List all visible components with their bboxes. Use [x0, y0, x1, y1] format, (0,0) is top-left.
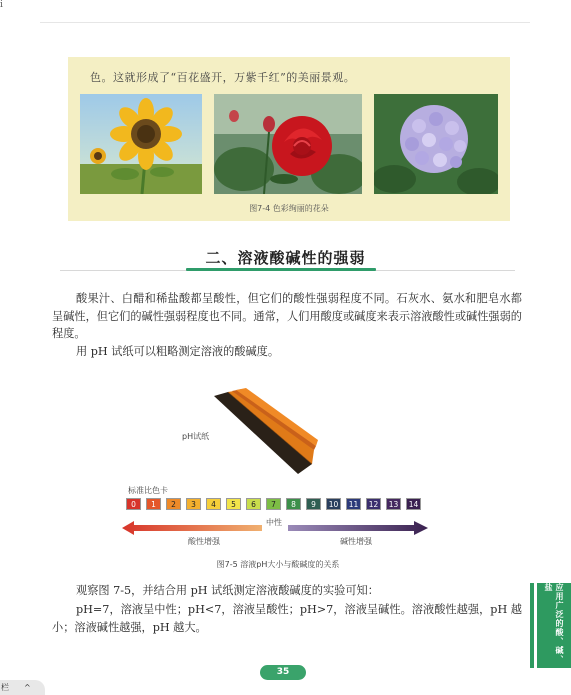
acid-increase-label: 酸性增强 [188, 537, 220, 546]
ph-chip-14: 14 [406, 498, 421, 510]
corner-mark: i [0, 0, 3, 10]
flower-figure-box [68, 57, 510, 221]
paragraph-ph-paper: 用 pH 试纸可以粗略测定溶液的酸碱度。 [76, 345, 280, 358]
paragraph-acidity-intro: 酸果汁、白醋和稀盐酸都呈酸性，但它们的酸性强弱程度不同。石灰水、氨水和肥皂水都呈碱性，但它们的碱性强弱程度也不同。通常，人们用酸度或碱度来表示溶液酸性或碱性强弱的程度。 [52, 292, 522, 340]
chapter-side-tab [537, 583, 571, 668]
ph-chip-5: 5 [226, 498, 241, 510]
ph-chip-4: 4 [206, 498, 221, 510]
ph-color-scale [126, 498, 426, 510]
chapter-side-tab-label: 应用广泛的酸、碱、盐 [544, 583, 564, 664]
ph-paper-booklet-illustration [208, 388, 318, 478]
ph-chip-9: 9 [306, 498, 321, 510]
ph-chip-0: 0 [126, 498, 141, 510]
paragraph-observation: 观察图 7-5，并结合用 pH 试纸测定溶液酸碱度的实验可知： [76, 584, 379, 597]
neutral-label: 中性 [266, 518, 282, 527]
ph-chip-8: 8 [286, 498, 301, 510]
page-number-badge: 35 [260, 665, 306, 680]
paragraph-ph-rules: pH=7，溶液呈中性；pH<7，溶液呈酸性；pH>7，溶液呈碱性。溶液酸性越强，pH 越小；溶液碱性越强，pH 越大。 [52, 603, 522, 634]
top-rule [40, 22, 530, 23]
ph-paper-label: pH试纸 [182, 432, 210, 441]
standard-color-card-label: 标准比色卡 [128, 486, 168, 495]
base-arrow-icon [288, 521, 428, 535]
ph-chip-2: 2 [166, 498, 181, 510]
ph-chip-3: 3 [186, 498, 201, 510]
section-title: 二、溶液酸碱性的强弱 [205, 249, 366, 267]
sunflower-photo [80, 94, 202, 194]
ph-chip-1: 1 [146, 498, 161, 510]
figure-7-4-caption: 图7-4 色彩绚丽的花朵 [249, 204, 329, 213]
ph-chip-13: 13 [386, 498, 401, 510]
flower-intro-text: 色。这就形成了“百花盛开，万紫千红”的美丽景观。 [90, 71, 356, 84]
acid-arrow-icon [122, 521, 262, 535]
figure-7-5-caption: 图7-5 溶液pH大小与酸碱度的关系 [216, 560, 340, 569]
ph-chip-10: 10 [326, 498, 341, 510]
side-tab-stripe [530, 583, 534, 668]
acid-base-arrows [122, 521, 428, 535]
ph-figure [118, 388, 438, 573]
ph-chip-6: 6 [246, 498, 261, 510]
corner-tab-label: 栏 [1, 683, 9, 692]
chevron-up-icon[interactable]: ^ [24, 683, 31, 692]
ph-chip-7: 7 [266, 498, 281, 510]
title-underline [186, 268, 376, 271]
ph-chip-12: 12 [366, 498, 381, 510]
base-increase-label: 碱性增强 [340, 537, 372, 546]
ph-chip-11: 11 [346, 498, 361, 510]
corner-panel-tab[interactable] [0, 680, 45, 695]
rose-photo [214, 94, 362, 194]
hydrangea-photo [374, 94, 498, 194]
